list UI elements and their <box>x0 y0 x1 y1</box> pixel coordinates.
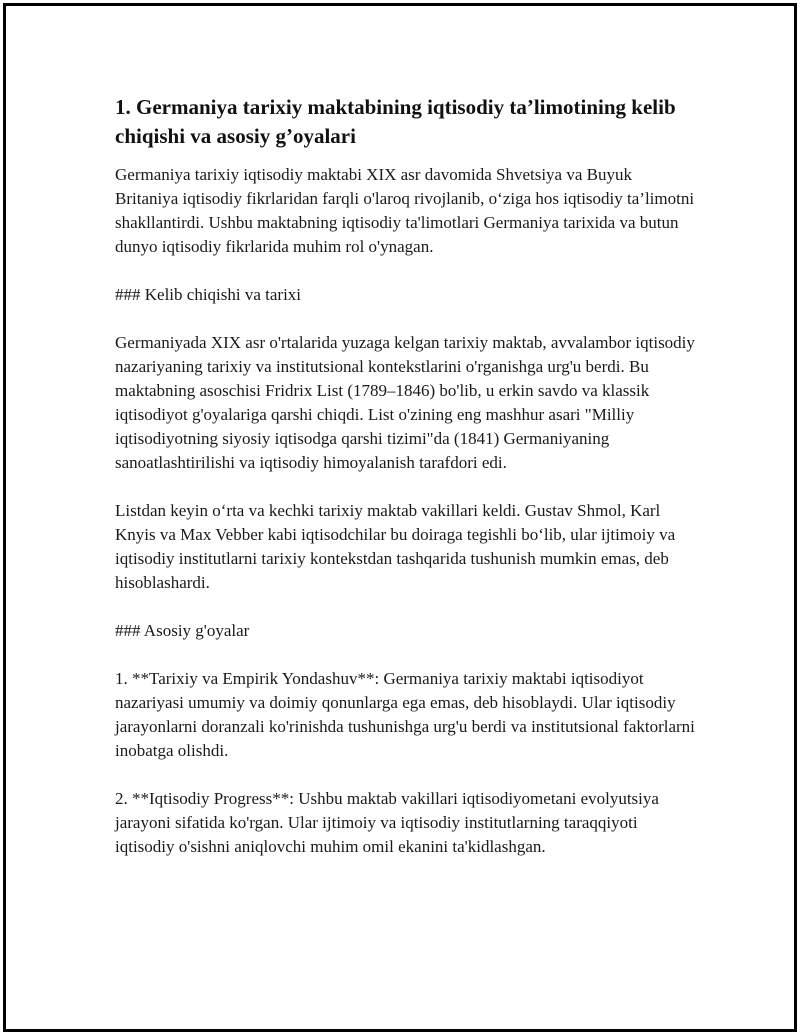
intro-paragraph: Germaniya tarixiy iqtisodiy maktabi XIX asr davomida Shvetsiya va Buyuk Britaniya iqtisodiy fikrlaridan farqli o'laroq rivojlanib, o‘ziga hos iqtisodiy ta’limotni shakllantirdi. Ushbu maktabning iqtisodiy ta'limotlari Germaniya tarixida va butun dunyo iqtisodiy fikrlarida muhim rol o'ynagan. <box>115 165 695 256</box>
section-heading-origins: ### Kelib chiqishi va tarixi <box>115 285 302 304</box>
idea-item-1: 1. **Tarixiy va Empirik Yondashuv**: Germaniya tarixiy maktabi iqtisodiyot nazariyasi umumiy va doimiy qonunlarga ega emas, deb hisoblaydi. Ular iqtisodiy jarayonlarni doranzali ko'rinishda tushunishga urg'u berdi va institutsional faktorlarni inobatga olishdi. <box>115 669 695 760</box>
origins-paragraph: Germaniyada XIX asr o'rtalarida yuzaga kelgan tarixiy maktab, avvalambor iqtisodiy nazariyaning tarixiy va institutsional kontekstlarini o'rganishga urg'u berdi. Bu maktabning asoschisi Fridrix List (1789–1846) bo'lib, u erkin savdo va klassik iqtisodiyot g'oyalariga qarshi chiqdi. List o'zining eng mashhur asari "Milliy iqtisodiyotning siyosiy iqtisodga qarshi tizimi"da (1841) Germaniyaning sanoatlashtirilishi va iqtisodiy himoyalanish tarafdori edi. <box>115 333 695 472</box>
document-body <box>115 93 695 883</box>
successors-paragraph: Listdan keyin o‘rta va kechki tarixiy maktab vakillari keldi. Gustav Shmol, Karl Knyis va Max Vebber kabi iqtisodchilar bu doiraga tegishli bo‘lib, ular ijtimoiy va iqtisodiy institutlarni tarixiy kontekstdan tashqarida tushunish mumkin emas, deb hisoblashardi. <box>115 501 676 592</box>
idea-item-2: 2. **Iqtisodiy Progress**: Ushbu maktab vakillari iqtisodiyometani evolyutsiya jarayoni sifatida ko'rgan. Ular ijtimoiy va iqtisodiy institutlarning taraqqiyoti iqtisodiy o'sishni aniqlovchi muhim omil ekanini ta'kidlashgan. <box>115 789 659 856</box>
document-title: 1. Germaniya tarixiy maktabining iqtisodiy ta’limotining kelib chiqishi va asosiy g’oyalari <box>115 95 676 148</box>
section-heading-main-ideas: ### Asosiy g'oyalar <box>115 621 250 640</box>
